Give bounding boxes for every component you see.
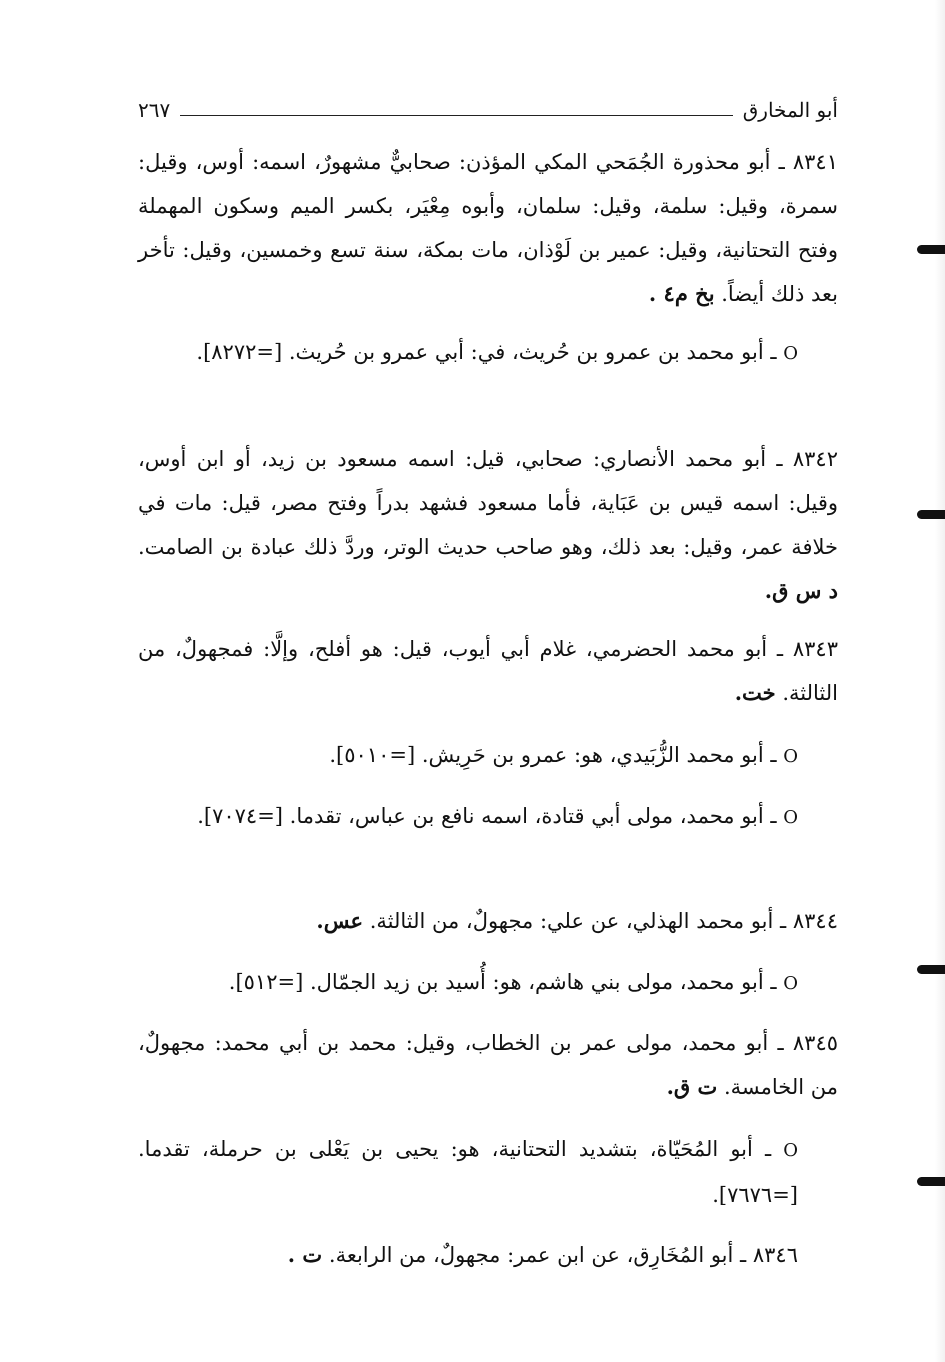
cross-reference-2 <box>238 733 798 779</box>
reference-text: ـ أبو المُحَيّاة، بتشديد التحتانية، هو: يحيى بن يَعْلى بن حرملة، تقدما. [=٧٦٧٦]. <box>138 1137 798 1207</box>
entry-8342 <box>138 437 838 613</box>
entry-text: ٨٣٤٤ ـ أبو محمد الهذلي، عن علي: مجهولٌ، من الثالثة. <box>369 909 838 933</box>
entry-codes: د س ق. <box>764 578 838 603</box>
page-number: ٢٦٧ <box>138 98 171 122</box>
cross-reference-4 <box>138 960 798 1006</box>
reference-text: ـ أبو محمد، مولى بني هاشم، هو: أُسيد بن زيد الجمّال. [=٥١٢]. <box>228 970 777 994</box>
entry-codes: بخ م٤ . <box>648 281 715 306</box>
circle-marker-icon: O <box>783 1140 798 1161</box>
entry-codes: خت. <box>734 680 776 705</box>
header-rule <box>180 115 733 116</box>
margin-ink-mark <box>917 510 945 519</box>
entry-text: ٨٣٤٥ ـ أبو محمد، مولى عمر بن الخطاب، وقيل: محمد بن أبي محمد: مجهولٌ، من الخامسة. <box>138 1031 839 1099</box>
reference-text: ـ أبو محمد الزُّبَيدي، هو: عمرو بن حَرِيش. [=٥٠١٠]. <box>329 743 777 767</box>
entry-8343 <box>138 627 838 715</box>
entry-8346 <box>238 1233 798 1277</box>
entry-text: ٨٣٤٣ ـ أبو محمد الحضرمي، غلام أبي أيوب، قيل: هو أفلح، وإلَّا: فمجهولٌ، من الثالثة. <box>138 637 838 705</box>
cross-reference-3 <box>138 794 798 840</box>
circle-marker-icon: O <box>783 746 798 767</box>
entry-text: ٨٣٤١ ـ أبو محذورة الجُمَحي المكي المؤذن: صحابيٌّ مشهورٌ، اسمه: أوس، وقيل: سمرة، وقيل: سلمة، وقيل: سلمان، وأبوه مِعْيَر، بكسر الميم وسكون المهملة وفتح التحتانية، وقيل: عمير بن لَوْذان، مات بمكة، سنة تسع وخمسين، وقيل: تأخر بعد ذلك أيضاً. <box>138 150 838 306</box>
entry-text: ٨٣٤٢ ـ أبو محمد الأنصاري: صحابي، قيل: اسمه مسعود بن زيد، أو ابن أوس، وقيل: اسمه قيس بن عَبَاية، فأما مسعود فشهد بدراً وفتح مصر، قيل: مات في خلافة عمر، وقيل: بعد ذلك، وهو صاحب حديث الوتر، وردَّ ذلك عبادة بن الصامت. <box>138 447 838 559</box>
running-title: أبو المخارق <box>742 98 838 122</box>
circle-marker-icon: O <box>783 343 798 364</box>
circle-marker-icon: O <box>783 973 798 994</box>
circle-marker-icon: O <box>783 807 798 828</box>
cross-reference-5 <box>138 1127 798 1217</box>
page-header <box>138 92 838 122</box>
margin-ink-mark <box>917 245 945 254</box>
margin-ink-mark <box>917 1177 945 1186</box>
scan-edge-shadow <box>935 0 945 1362</box>
entry-codes: ت . <box>287 1242 323 1267</box>
margin-ink-mark <box>917 965 945 974</box>
entry-codes: عس. <box>316 908 364 933</box>
entry-8341 <box>138 140 838 316</box>
reference-text: ـ أبو محمد بن عمرو بن حُريث، في: أبي عمرو بن حُريث. [=٨٢٧٢]. <box>196 340 777 364</box>
entry-8345 <box>138 1021 838 1109</box>
entry-text: ٨٣٤٦ ـ أبو المُخَارِق، عن ابن عمر: مجهولٌ، من الرابعة. <box>328 1243 798 1267</box>
entry-codes: ت ق. <box>666 1074 718 1099</box>
reference-text: ـ أبو محمد، مولى أبي قتادة، اسمه نافع بن عباس، تقدما. [=٧٠٧٤]. <box>197 804 777 828</box>
entry-8344 <box>138 899 838 943</box>
cross-reference-1 <box>138 330 798 376</box>
